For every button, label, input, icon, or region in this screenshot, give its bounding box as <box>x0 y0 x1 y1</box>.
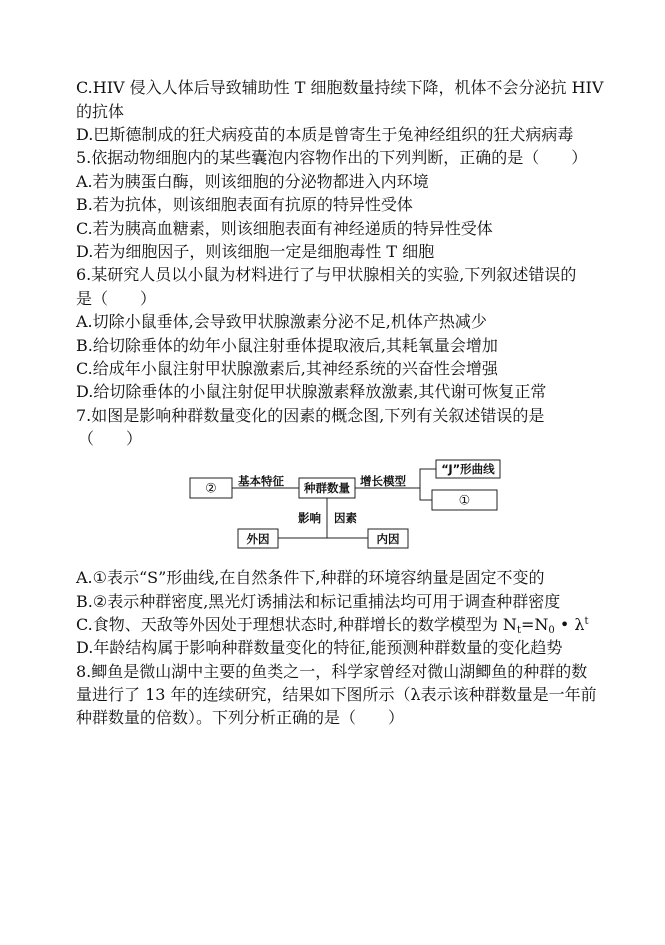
exam-content <box>76 76 646 730</box>
q7-option-c-text: C.食物、天敌等外因处于理想状态时,种群增长的数学模型为 N <box>76 614 517 634</box>
q4-option-d: D.巴斯德制成的狂犬病疫苗的本质是曾寄生于兔神经组织的狂犬病病毒 <box>76 125 574 145</box>
edge-label-basic-feature: 基本特征 <box>238 473 284 488</box>
q6-option-d: D.给切除垂体的小鼠注射促甲状腺激素释放激素,其代谢可恢复正常 <box>76 382 547 402</box>
q7-option-d: D.年龄结构属于影响种群数量变化的特征,能预测种群数量的变化趋势 <box>76 638 563 658</box>
q7-stem-line1: 7.如图是影响种群数量变化的因素的概念图,下列有关叙述错误的是 <box>76 405 545 425</box>
q6-option-c: C.给成年小鼠注射甲状腺激素后,其神经系统的兴奋性会增强 <box>76 358 498 378</box>
down-label-left: 影响 <box>298 511 321 526</box>
bottom-right-box-label: 内因 <box>376 531 400 546</box>
q8-stem-line2: 量进行了 13 年的连续研究，结果如下图所示（λ表示该种群数量是一年前 <box>76 685 597 705</box>
formula-subscript-0: 0 <box>548 624 555 636</box>
formula-subscript-t: t <box>516 624 521 636</box>
q5-option-a: A.若为胰蛋白酶，则该细胞的分泌物都进入内环境 <box>76 171 429 191</box>
edge-label-growth-model: 增长模型 <box>360 473 406 488</box>
q6-stem-line1: 6.某研究人员以小鼠为材料进行了与甲状腺相关的实验,下列叙述错误的 <box>76 265 577 285</box>
right-top-box-label: “J”形曲线 <box>441 462 495 477</box>
formula-dot-lambda: • λ <box>554 614 585 634</box>
q7-option-b: B.②表示种群密度,黑光灯诱捕法和标记重捕法均可用于调查种群密度 <box>76 591 561 611</box>
q7-option-c <box>76 613 646 636</box>
down-label-right: 因素 <box>334 511 357 526</box>
q6-option-a: A.切除小鼠垂体,会导致甲状腺激素分泌不足,机体产热减少 <box>76 312 487 332</box>
bottom-left-box-label: 外因 <box>246 531 270 546</box>
q4-option-c-line1: C.HIV 侵入人体后导致辅助性 T 细胞数量持续下降，机体不会分泌抗 HIV <box>76 78 604 98</box>
q4-option-c-line2: 的抗体 <box>76 101 125 121</box>
q5-option-c: C.若为胰高血糖素，则该细胞表面有神经递质的特异性受体 <box>76 218 493 238</box>
left-box-label: ② <box>205 481 217 497</box>
formula-equals-n: =N <box>520 614 549 634</box>
right-bottom-box-label: ① <box>458 493 471 509</box>
q7-diagram-area <box>76 451 646 567</box>
q5-option-d: D.若为细胞因子，则该细胞一定是细胞毒性 T 细胞 <box>76 242 435 262</box>
q6-stem-line2: 是（ ） <box>76 288 157 308</box>
center-box-label: 种群数量 <box>304 481 350 496</box>
q8-stem-line1: 8.鲫鱼是微山湖中主要的鱼类之一，科学家曾经对微山湖鲫鱼的种群的数 <box>76 661 588 681</box>
q6-option-b: B.给切除垂体的幼年小鼠注射垂体提取液后,其耗氧量会增加 <box>76 335 498 355</box>
growth-model-bracket <box>420 469 436 500</box>
q8-stem-line3: 种群数量的倍数）。下列分析正确的是（ ） <box>76 708 405 728</box>
q7-option-a: A.①表示“S”形曲线,在自然条件下,种群的环境容纳量是固定不变的 <box>76 568 545 588</box>
population-concept-diagram <box>180 452 510 556</box>
q5-stem: 5.依据动物细胞内的某些囊泡内容物作出的下列判断，正确的是（ ） <box>76 148 588 168</box>
q5-option-b: B.若为抗体，则该细胞表面有抗原的特异性受体 <box>76 195 413 215</box>
formula-superscript-t: t <box>584 615 589 627</box>
q7-stem-line2: （ ） <box>78 429 143 449</box>
